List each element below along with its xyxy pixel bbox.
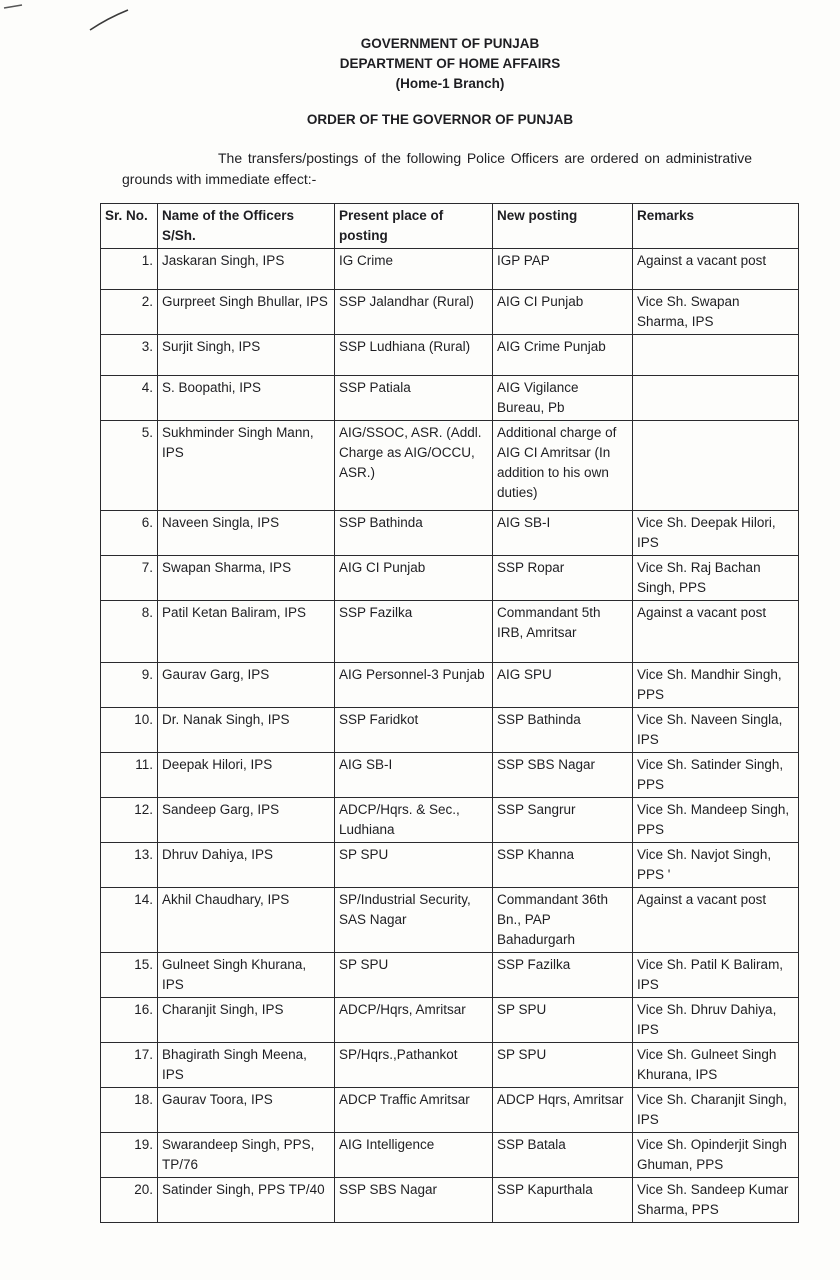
- cell-remarks: Vice Sh. Dhruv Dahiya, IPS: [633, 998, 799, 1043]
- cell-present: AIG/SSOC, ASR. (Addl. Charge as AIG/OCCU, ASR.): [335, 421, 493, 511]
- cell-new: AIG SB-I: [493, 511, 633, 556]
- cell-present: AIG Intelligence: [335, 1133, 493, 1178]
- cell-present: SSP Bathinda: [335, 511, 493, 556]
- table-body: [101, 249, 799, 1223]
- cell-name: Bhagirath Singh Meena, IPS: [158, 1043, 335, 1088]
- cell-sr: 12.: [101, 798, 158, 843]
- intro-text: The transfers/postings of the following Police Officers are ordered on administrative grounds with immediate effect:-: [122, 150, 752, 187]
- cell-sr: 20.: [101, 1178, 158, 1223]
- cell-sr: 13.: [101, 843, 158, 888]
- cell-name: Deepak Hilori, IPS: [158, 753, 335, 798]
- cell-new: SSP Sangrur: [493, 798, 633, 843]
- cell-new: Commandant 36th Bn., PAP Bahadurgarh: [493, 888, 633, 953]
- order-title: ORDER OF THE GOVERNOR OF PUNJAB: [306, 112, 574, 127]
- cell-sr: 8.: [101, 601, 158, 663]
- cell-new: AIG CI Punjab: [493, 290, 633, 335]
- cell-sr: 15.: [101, 953, 158, 998]
- cell-present: SP/Industrial Security, SAS Nagar: [335, 888, 493, 953]
- table-row: [101, 249, 799, 290]
- header-new: New posting: [493, 204, 633, 249]
- cell-remarks: Vice Sh. Sandeep Kumar Sharma, PPS: [633, 1178, 799, 1223]
- cell-sr: 7.: [101, 556, 158, 601]
- cell-present: SSP Ludhiana (Rural): [335, 335, 493, 376]
- government-title: GOVERNMENT OF PUNJAB: [360, 36, 540, 51]
- cell-present: SP SPU: [335, 843, 493, 888]
- table-row: [101, 1133, 799, 1178]
- cell-new: SSP Fazilka: [493, 953, 633, 998]
- cell-remarks: Vice Sh. Gulneet Singh Khurana, IPS: [633, 1043, 799, 1088]
- cell-remarks: Vice Sh. Opinderjit Singh Ghuman, PPS: [633, 1133, 799, 1178]
- table-row: [101, 376, 799, 421]
- branch-title: (Home-1 Branch): [395, 76, 505, 91]
- cell-name: Dhruv Dahiya, IPS: [158, 843, 335, 888]
- cell-new: Additional charge of AIG CI Amritsar (In addition to his own duties): [493, 421, 633, 511]
- cell-remarks: [633, 335, 799, 376]
- letterhead: [300, 34, 600, 94]
- table-row: [101, 1043, 799, 1088]
- cell-new: AIG SPU: [493, 663, 633, 708]
- pen-tick-icon: [88, 8, 132, 34]
- table-row: [101, 601, 799, 663]
- table-row: [101, 556, 799, 601]
- cell-new: IGP PAP: [493, 249, 633, 290]
- cell-present: SP SPU: [335, 953, 493, 998]
- cell-remarks: Vice Sh. Mandeep Singh, PPS: [633, 798, 799, 843]
- cell-remarks: Vice Sh. Navjot Singh, PPS ': [633, 843, 799, 888]
- cell-present: SSP Fazilka: [335, 601, 493, 663]
- cell-present: SP/Hqrs.,Pathankot: [335, 1043, 493, 1088]
- table-row: [101, 843, 799, 888]
- cell-present: SSP SBS Nagar: [335, 1178, 493, 1223]
- cell-new: SP SPU: [493, 998, 633, 1043]
- cell-name: Jaskaran Singh, IPS: [158, 249, 335, 290]
- cell-sr: 5.: [101, 421, 158, 511]
- cell-present: AIG Personnel-3 Punjab: [335, 663, 493, 708]
- table-row: [101, 421, 799, 511]
- table-row: [101, 335, 799, 376]
- cell-name: Sukhminder Singh Mann, IPS: [158, 421, 335, 511]
- cell-name: Akhil Chaudhary, IPS: [158, 888, 335, 953]
- cell-name: Gurpreet Singh Bhullar, IPS: [158, 290, 335, 335]
- cell-new: AIG Vigilance Bureau, Pb: [493, 376, 633, 421]
- cell-remarks: [633, 421, 799, 511]
- cell-sr: 10.: [101, 708, 158, 753]
- cell-sr: 18.: [101, 1088, 158, 1133]
- cell-name: Surjit Singh, IPS: [158, 335, 335, 376]
- cell-name: Gaurav Toora, IPS: [158, 1088, 335, 1133]
- cell-present: IG Crime: [335, 249, 493, 290]
- cell-remarks: Vice Sh. Naveen Singla, IPS: [633, 708, 799, 753]
- cell-remarks: Vice Sh. Raj Bachan Singh, PPS: [633, 556, 799, 601]
- cell-present: ADCP Traffic Amritsar: [335, 1088, 493, 1133]
- table-row: [101, 953, 799, 998]
- cell-remarks: Vice Sh. Swapan Sharma, IPS: [633, 290, 799, 335]
- cell-new: SSP Batala: [493, 1133, 633, 1178]
- postings-table: [100, 203, 799, 1223]
- table-row: [101, 888, 799, 953]
- cell-new: SSP Ropar: [493, 556, 633, 601]
- table-row: [101, 511, 799, 556]
- cell-name: Naveen Singla, IPS: [158, 511, 335, 556]
- cell-present: SSP Jalandhar (Rural): [335, 290, 493, 335]
- cell-present: ADCP/Hqrs, Amritsar: [335, 998, 493, 1043]
- header-remarks: Remarks: [633, 204, 799, 249]
- cell-sr: 9.: [101, 663, 158, 708]
- cell-present: SSP Patiala: [335, 376, 493, 421]
- cell-name: Swapan Sharma, IPS: [158, 556, 335, 601]
- header-sr: Sr. No.: [101, 204, 158, 249]
- cell-sr: 3.: [101, 335, 158, 376]
- cell-sr: 6.: [101, 511, 158, 556]
- cell-sr: 16.: [101, 998, 158, 1043]
- cell-present: ADCP/Hqrs. & Sec., Ludhiana: [335, 798, 493, 843]
- cell-present: AIG CI Punjab: [335, 556, 493, 601]
- cell-sr: 4.: [101, 376, 158, 421]
- cell-remarks: [633, 376, 799, 421]
- cell-sr: 1.: [101, 249, 158, 290]
- table-row: [101, 753, 799, 798]
- cell-new: SSP SBS Nagar: [493, 753, 633, 798]
- cell-present: SSP Faridkot: [335, 708, 493, 753]
- table-row: [101, 998, 799, 1043]
- cell-name: Charanjit Singh, IPS: [158, 998, 335, 1043]
- cell-name: Patil Ketan Baliram, IPS: [158, 601, 335, 663]
- cell-new: Commandant 5th IRB, Amritsar: [493, 601, 633, 663]
- cell-remarks: Vice Sh. Charanjit Singh, IPS: [633, 1088, 799, 1133]
- cell-name: S. Boopathi, IPS: [158, 376, 335, 421]
- table-row: [101, 663, 799, 708]
- header-name: Name of the Officers S/Sh.: [158, 204, 335, 249]
- cell-sr: 2.: [101, 290, 158, 335]
- header-present: Present place of posting: [335, 204, 493, 249]
- cell-remarks: Against a vacant post: [633, 249, 799, 290]
- cell-new: SSP Bathinda: [493, 708, 633, 753]
- cell-remarks: Against a vacant post: [633, 601, 799, 663]
- cell-sr: 17.: [101, 1043, 158, 1088]
- cell-sr: 11.: [101, 753, 158, 798]
- table-row: [101, 708, 799, 753]
- table-row: [101, 290, 799, 335]
- cell-sr: 19.: [101, 1133, 158, 1178]
- intro-paragraph: [122, 148, 752, 190]
- cell-remarks: Vice Sh. Patil K Baliram, IPS: [633, 953, 799, 998]
- cell-name: Sandeep Garg, IPS: [158, 798, 335, 843]
- department-title: DEPARTMENT OF HOME AFFAIRS: [339, 56, 561, 71]
- cell-remarks: Vice Sh. Mandhir Singh, PPS: [633, 663, 799, 708]
- cell-sr: 14.: [101, 888, 158, 953]
- cell-new: SSP Kapurthala: [493, 1178, 633, 1223]
- cell-name: Gulneet Singh Khurana, IPS: [158, 953, 335, 998]
- cell-remarks: Against a vacant post: [633, 888, 799, 953]
- cell-remarks: Vice Sh. Satinder Singh, PPS: [633, 753, 799, 798]
- table-row: [101, 798, 799, 843]
- table-row: [101, 1178, 799, 1223]
- cell-name: Dr. Nanak Singh, IPS: [158, 708, 335, 753]
- table-row: [101, 1088, 799, 1133]
- cell-new: SSP Khanna: [493, 843, 633, 888]
- cell-name: Satinder Singh, PPS TP/40: [158, 1178, 335, 1223]
- cell-new: ADCP Hqrs, Amritsar: [493, 1088, 633, 1133]
- corner-mark-icon: [2, 2, 26, 12]
- cell-new: AIG Crime Punjab: [493, 335, 633, 376]
- cell-present: AIG SB-I: [335, 753, 493, 798]
- cell-name: Gaurav Garg, IPS: [158, 663, 335, 708]
- cell-new: SP SPU: [493, 1043, 633, 1088]
- cell-name: Swarandeep Singh, PPS, TP/76: [158, 1133, 335, 1178]
- cell-remarks: Vice Sh. Deepak Hilori, IPS: [633, 511, 799, 556]
